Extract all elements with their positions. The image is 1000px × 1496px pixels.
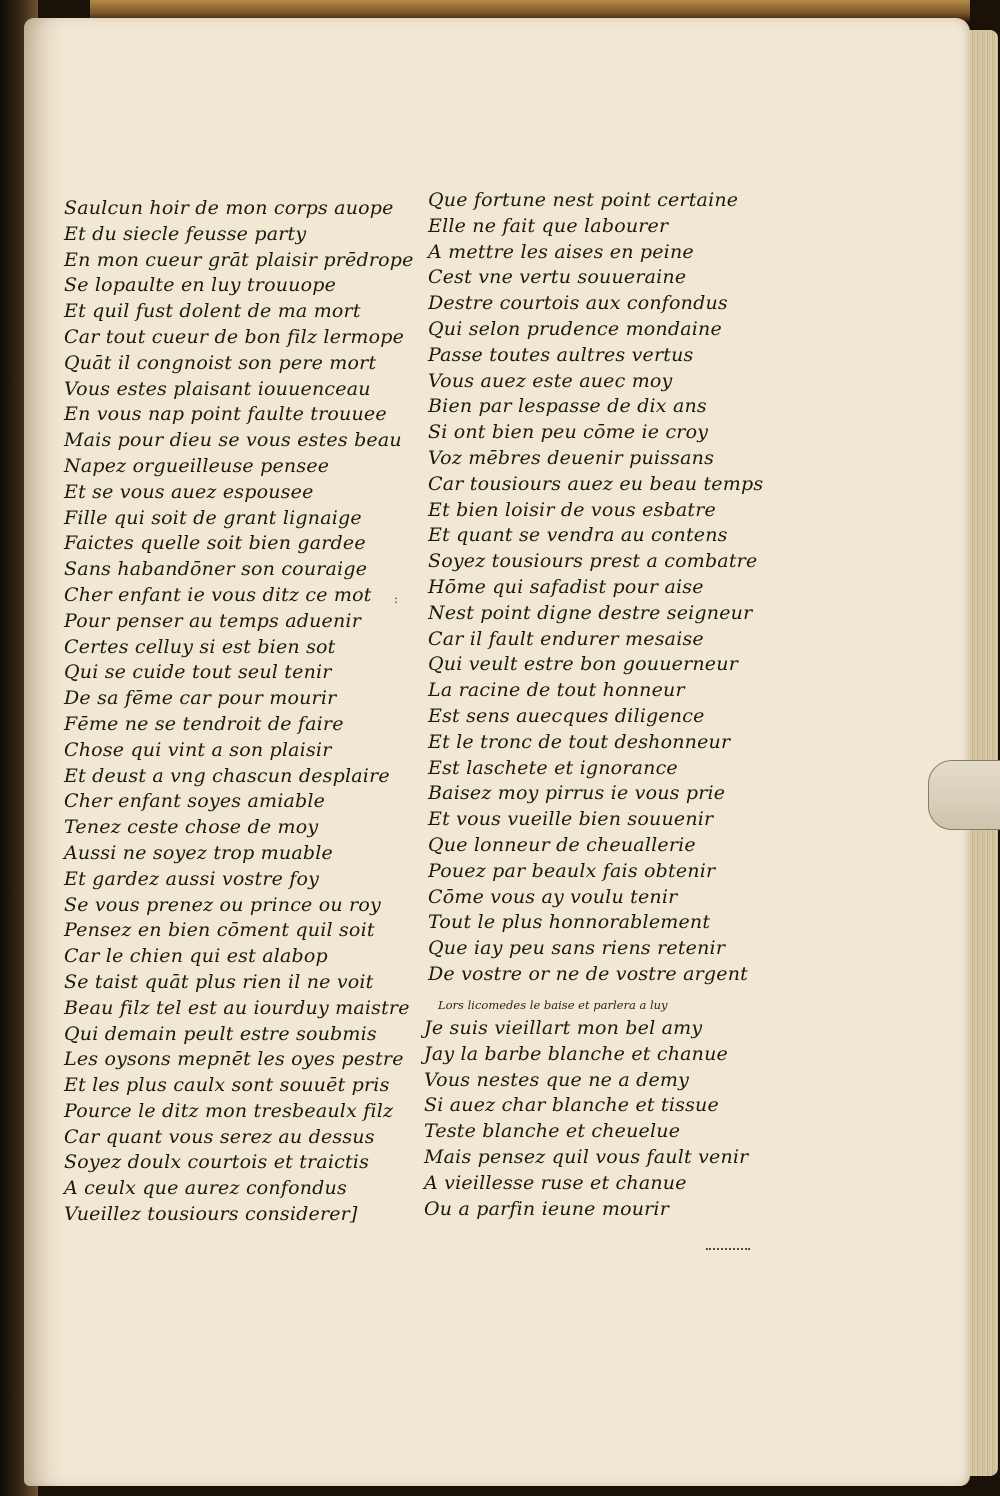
verse-line: A ceulx que aurez confondus bbox=[64, 1177, 347, 1200]
verse-line: Pour penser au temps aduenir bbox=[64, 609, 361, 632]
verse-line: Pource le ditz mon tresbeaulx filz bbox=[64, 1099, 394, 1122]
verse-line: Teste blanche et cheuelue bbox=[424, 1120, 681, 1143]
verse-line: Fēme ne se tendroit de faire bbox=[64, 712, 344, 735]
verse-line: Nest point digne destre seigneur bbox=[428, 601, 753, 624]
verse-line: Cōme vous ay voulu tenir bbox=[428, 885, 678, 908]
verse-line: Et quil fust dolent de ma mort bbox=[64, 300, 361, 323]
verse-line: Fille qui soit de grant lignaige bbox=[64, 506, 362, 529]
verse-line: Beau filz tel est au iourduy maistre bbox=[64, 996, 410, 1019]
verse-line: Car il fault endurer mesaise bbox=[428, 627, 704, 650]
verse-line: Et bien loisir de vous esbatre bbox=[428, 498, 716, 521]
verse-line: Car tousiours auez eu beau temps bbox=[428, 472, 764, 495]
verse-line: En vous nap point faulte trouuee bbox=[64, 403, 387, 426]
verse-line: Et les plus caulx sont souuēt pris bbox=[64, 1074, 390, 1097]
verse-line: Que iay peu sans riens retenir bbox=[428, 937, 726, 960]
verse-line: Vueillez tousiours considerer] bbox=[64, 1203, 358, 1226]
verse-line: Elle ne fait que labourer bbox=[428, 214, 669, 237]
verse-line: Et quant se vendra au contens bbox=[428, 524, 728, 547]
verse-line: Soyez doulx courtois et traictis bbox=[64, 1151, 370, 1174]
verse-line: Soyez tousiours prest a combatre bbox=[428, 550, 758, 573]
verse-line: Hōme qui safadist pour aise bbox=[428, 575, 704, 598]
verse-line: Pouez par beaulx fais obtenir bbox=[428, 859, 716, 882]
verse-line: Cher enfant soyes amiable bbox=[64, 790, 326, 813]
verse-line: Et du siecle feusse party bbox=[64, 222, 307, 245]
verse-line: Que lonneur de cheuallerie bbox=[428, 833, 696, 856]
right-stanza-text bbox=[424, 1016, 748, 1222]
verse-line: Aussi ne soyez trop muable bbox=[64, 841, 333, 864]
verse-line: Est sens auecques diligence bbox=[428, 704, 705, 727]
verse-line: Qui demain peult estre soubmis bbox=[64, 1022, 377, 1045]
verse-line: Car le chien qui est alabop bbox=[64, 945, 328, 968]
verse-line: Qui veult estre bon gouuerneur bbox=[428, 653, 738, 676]
verse-line: Vous estes plaisant iouuenceau bbox=[64, 377, 371, 400]
verse-line: Si ont bien peu cōme ie croy bbox=[428, 421, 709, 444]
verse-line: Passe toutes aultres vertus bbox=[428, 343, 694, 366]
rubric-heading: Lors licomedes le baise et parlera a luy bbox=[438, 998, 668, 1012]
verse-line: Se lopaulte en luy trouuope bbox=[64, 274, 337, 297]
verse-line: Jay la barbe blanche et chanue bbox=[424, 1042, 728, 1065]
verse-line: Vous nestes que ne a demy bbox=[424, 1068, 690, 1091]
verse-line: Certes celluy si est bien sot bbox=[64, 635, 336, 658]
verse-line: Et gardez aussi vostre foy bbox=[64, 867, 320, 890]
verse-line: Si auez char blanche et tissue bbox=[424, 1094, 719, 1117]
verse-line: Saulcun hoir de mon corps auope bbox=[64, 197, 394, 219]
verse-line: Car quant vous serez au dessus bbox=[64, 1125, 375, 1148]
verse-line: Tout le plus honnorablement bbox=[428, 911, 711, 934]
verse-line: Est laschete et ignorance bbox=[428, 756, 678, 779]
verse-line: Voz mēbres deuenir puissans bbox=[428, 446, 715, 469]
verse-line: Tenez ceste chose de moy bbox=[64, 816, 319, 839]
verse-line: Cher enfant ie vous ditz ce mot bbox=[64, 583, 372, 606]
verse-line: Je suis vieillart mon bel amy bbox=[424, 1017, 703, 1039]
end-dash-mark bbox=[706, 1248, 750, 1252]
verse-line: Bien par lespasse de dix ans bbox=[428, 395, 707, 418]
verse-line: A mettre les aises en peine bbox=[428, 240, 694, 263]
verse-line: Mais pour dieu se vous estes beau bbox=[64, 429, 402, 452]
verse-line: Et le tronc de tout deshonneur bbox=[428, 730, 731, 753]
verse-line: Ou a parfin ieune mourir bbox=[424, 1197, 669, 1220]
verse-line: Faictes quelle soit bien gardee bbox=[64, 532, 366, 555]
verse-line: Sans habandōner son couraige bbox=[64, 558, 368, 581]
verse-line: Et deust a vng chascun desplaire bbox=[64, 764, 390, 787]
verse-line: Qui selon prudence mondaine bbox=[428, 317, 722, 340]
page-tab-marker bbox=[928, 760, 1000, 830]
verse-line: Et vous vueille bien souuenir bbox=[428, 808, 714, 831]
verse-line: Que fortune nest point certaine bbox=[428, 189, 739, 211]
verse-line: Se vous prenez ou prince ou roy bbox=[64, 893, 381, 916]
verse-line: Napez orgueilleuse pensee bbox=[64, 454, 330, 477]
verse-line: Qui se cuide tout seul tenir bbox=[64, 661, 332, 684]
verse-line: Les oysons mepnēt les oyes pestre bbox=[64, 1048, 404, 1071]
verse-line: Car tout cueur de bon filz lermope bbox=[64, 325, 405, 348]
margin-mark: : bbox=[394, 592, 399, 606]
verse-line: Quāt il congnoist son pere mort bbox=[64, 351, 377, 374]
verse-line: Mais pensez quil vous fault venir bbox=[424, 1145, 749, 1168]
verse-line: La racine de tout honneur bbox=[428, 679, 685, 702]
verse-line: Et se vous auez espousee bbox=[64, 480, 314, 503]
verse-line: En mon cueur grāt plaisir prēdrope bbox=[64, 248, 414, 271]
left-text-column bbox=[64, 196, 414, 1228]
verse-line: De sa fēme car pour mourir bbox=[64, 687, 337, 710]
verse-line: Baisez moy pirrus ie vous prie bbox=[428, 782, 726, 805]
verse-line: Pensez en bien cōment quil soit bbox=[64, 919, 375, 942]
verse-line: Destre courtois aux confondus bbox=[428, 292, 728, 315]
verse-line: Cest vne vertu souueraine bbox=[428, 266, 687, 289]
right-text-column bbox=[428, 188, 763, 988]
verse-line: Se taist quāt plus rien il ne voit bbox=[64, 970, 374, 993]
verse-line: De vostre or ne de vostre argent bbox=[428, 962, 748, 985]
verse-line: A vieillesse ruse et chanue bbox=[424, 1171, 687, 1194]
verse-line: Chose qui vint a son plaisir bbox=[64, 738, 332, 761]
verse-line: Vous auez este auec moy bbox=[428, 369, 673, 392]
